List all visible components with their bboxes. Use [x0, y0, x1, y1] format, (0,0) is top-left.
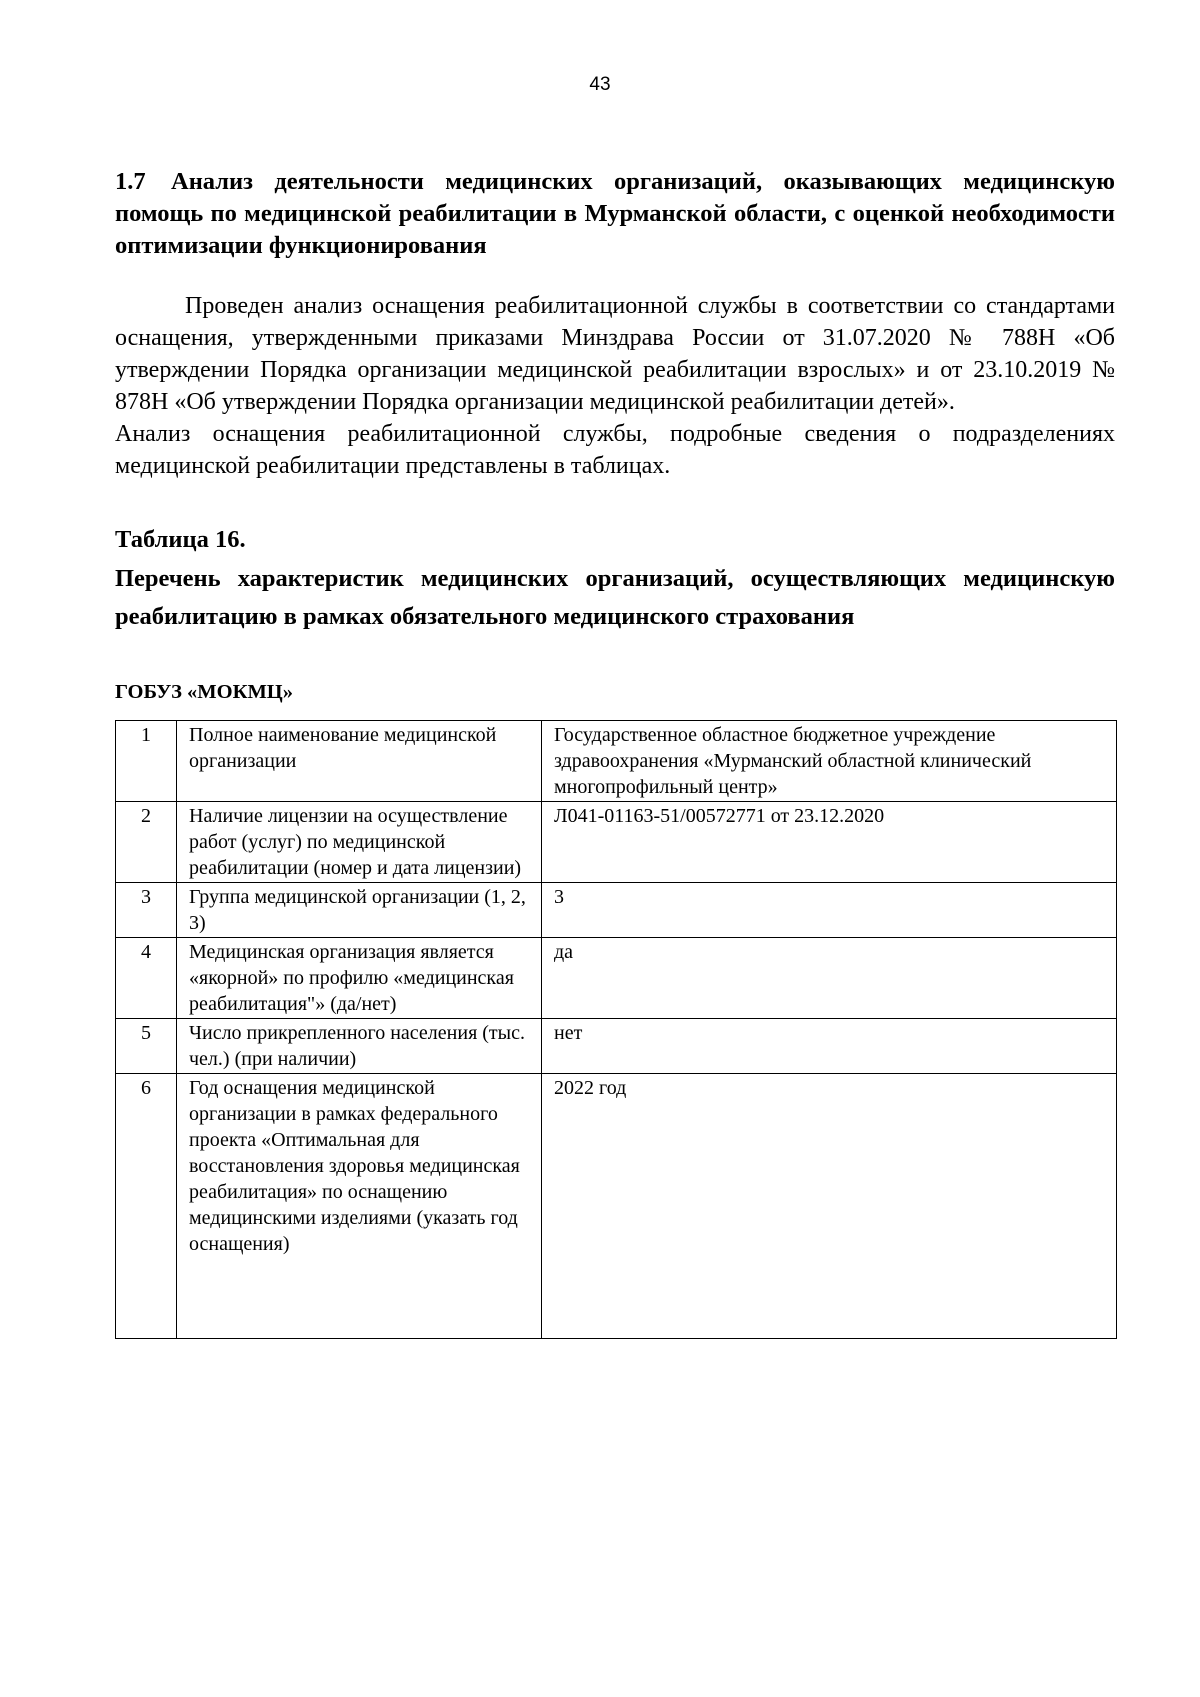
row-number: 5 [116, 1019, 177, 1074]
row-label: Группа медицинской организации (1, 2, 3) [177, 883, 542, 938]
row-number: 6 [116, 1074, 177, 1339]
row-value: 3 [542, 883, 1117, 938]
row-label: Год оснащения медицинской организации в рамках федерального проекта «Оптимальная для восстановления здоровья медицинская реабилитация» по оснащению медицинскими изделиями (указать год оснащения) [177, 1074, 542, 1339]
paragraph-analysis: Анализ оснащения реабилитационной службы, подробные сведения о подразделениях медицинской реабилитации представлены в таблицах. [115, 421, 1115, 479]
section-number: 1.7 [115, 168, 146, 195]
table-row [116, 802, 1117, 883]
section-title: Анализ деятельности медицинских организаций, оказывающих медицинскую помощь по медицинской реабилитации в Мурманской области, с оценкой необходимости оптимизации функционирования [115, 168, 1116, 259]
row-value: 2022 год [542, 1074, 1117, 1339]
row-label: Медицинская организация является «якорной» по профилю «медицинская реабилитация"» (да/нет) [177, 938, 542, 1019]
row-number: 2 [116, 802, 177, 883]
row-value: Государственное областное бюджетное учреждение здравоохранения «Мурманский областной клинический многопрофильный центр» [542, 721, 1117, 802]
paragraph-standards: Проведен анализ оснащения реабилитационной службы в соответствии со стандартами оснащения, утвержденными приказами Минздрава России от 31.07.2020 № 788Н «Об утверждении Порядка организации медицинской реабилитации взрослых» и от 23.10.2019 № 878Н «Об утверждении Порядка организации медицинской реабилитации детей». [115, 293, 1115, 415]
document-body [115, 166, 1115, 1339]
table-row [116, 1019, 1117, 1074]
row-number: 3 [116, 883, 177, 938]
row-label: Полное наименование медицинской организации [177, 721, 542, 802]
row-label: Наличие лицензии на осуществление работ (услуг) по медицинской реабилитации (номер и дата лицензии) [177, 802, 542, 883]
page-number: 43 [589, 74, 611, 95]
table-row [116, 1074, 1117, 1339]
table-row [116, 883, 1117, 938]
section-heading [115, 166, 1115, 262]
table-row [116, 721, 1117, 802]
row-value: нет [542, 1019, 1117, 1074]
row-number: 4 [116, 938, 177, 1019]
row-value: да [542, 938, 1117, 1019]
table-title: Перечень характеристик медицинских организаций, осуществляющих медицинскую реабилитацию в рамках обязательного медицинского страхования [115, 565, 1115, 630]
characteristics-table [115, 720, 1117, 1339]
row-value: Л041-01163-51/00572771 от 23.12.2020 [542, 802, 1117, 883]
row-label: Число прикрепленного населения (тыс. чел.) (при наличии) [177, 1019, 542, 1074]
table-caption: Таблица 16. [115, 526, 246, 553]
table-row [116, 938, 1117, 1019]
row-number: 1 [116, 721, 177, 802]
organization-name: ГОБУЗ «МОКМЦ» [115, 681, 293, 703]
